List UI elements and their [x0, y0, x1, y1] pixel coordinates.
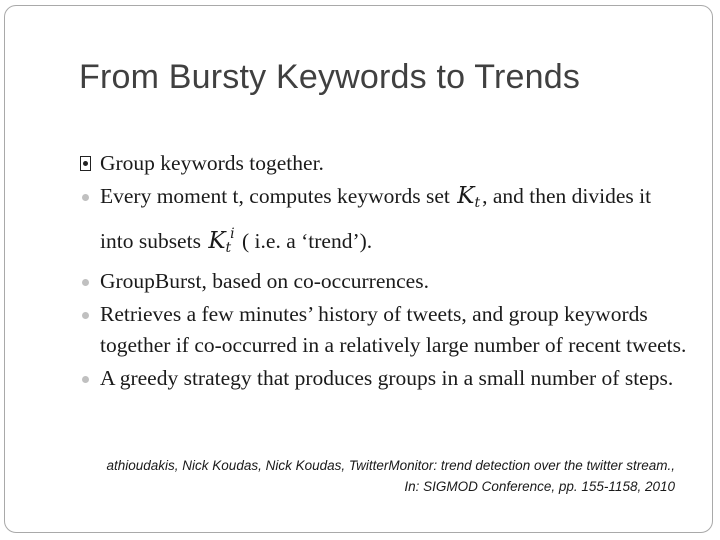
bullet-item: [78, 363, 688, 394]
slide-title: From Bursty Keywords to Trends: [79, 58, 581, 96]
math-superscript: i: [230, 226, 235, 242]
bullet-dot-icon: [82, 194, 89, 201]
math-subscript: t: [474, 195, 481, 211]
bullet-text-pre: Every moment t, computes keywords set: [100, 184, 456, 208]
bullet-dot-icon: [82, 312, 89, 319]
bullet-text: Retrieves a few minutes’ history of tweets, and group keywords together if co-occurred in a relatively large number of recent tweets.: [100, 302, 687, 357]
bullet-text-post: ( i.e. a ‘trend’).: [236, 229, 373, 253]
bullet-item: [78, 266, 688, 297]
math-subscript: t: [225, 240, 232, 256]
citation-line-2: In: SIGMOD Conference, pp. 155-1158, 2010: [404, 479, 675, 494]
bullet-text: GroupBurst, based on co-occurrences.: [100, 269, 429, 293]
math-subset: [208, 228, 234, 254]
bullet-dot-icon: [82, 376, 89, 383]
math-keyword-set: [457, 183, 480, 209]
bullet-dot-icon: [82, 279, 89, 286]
checkbox-bullet-icon: [80, 156, 91, 171]
bullet-list: [78, 148, 688, 396]
math-base: K: [208, 228, 226, 254]
bullet-item: [78, 181, 688, 264]
bullet-item: [78, 148, 688, 179]
bullet-item: [78, 299, 688, 361]
bullet-text-mid: , and then divides it into subsets: [100, 184, 652, 253]
math-base: K: [457, 183, 475, 209]
citation-line-1: athioudakis, Nick Koudas, Nick Koudas, TwitterMonitor: trend detection over the twitter stream.,: [106, 458, 675, 473]
bullet-text: A greedy strategy that produces groups in a small number of steps.: [100, 366, 674, 390]
citation: [0, 455, 675, 497]
bullet-text: Group keywords together.: [100, 151, 324, 175]
